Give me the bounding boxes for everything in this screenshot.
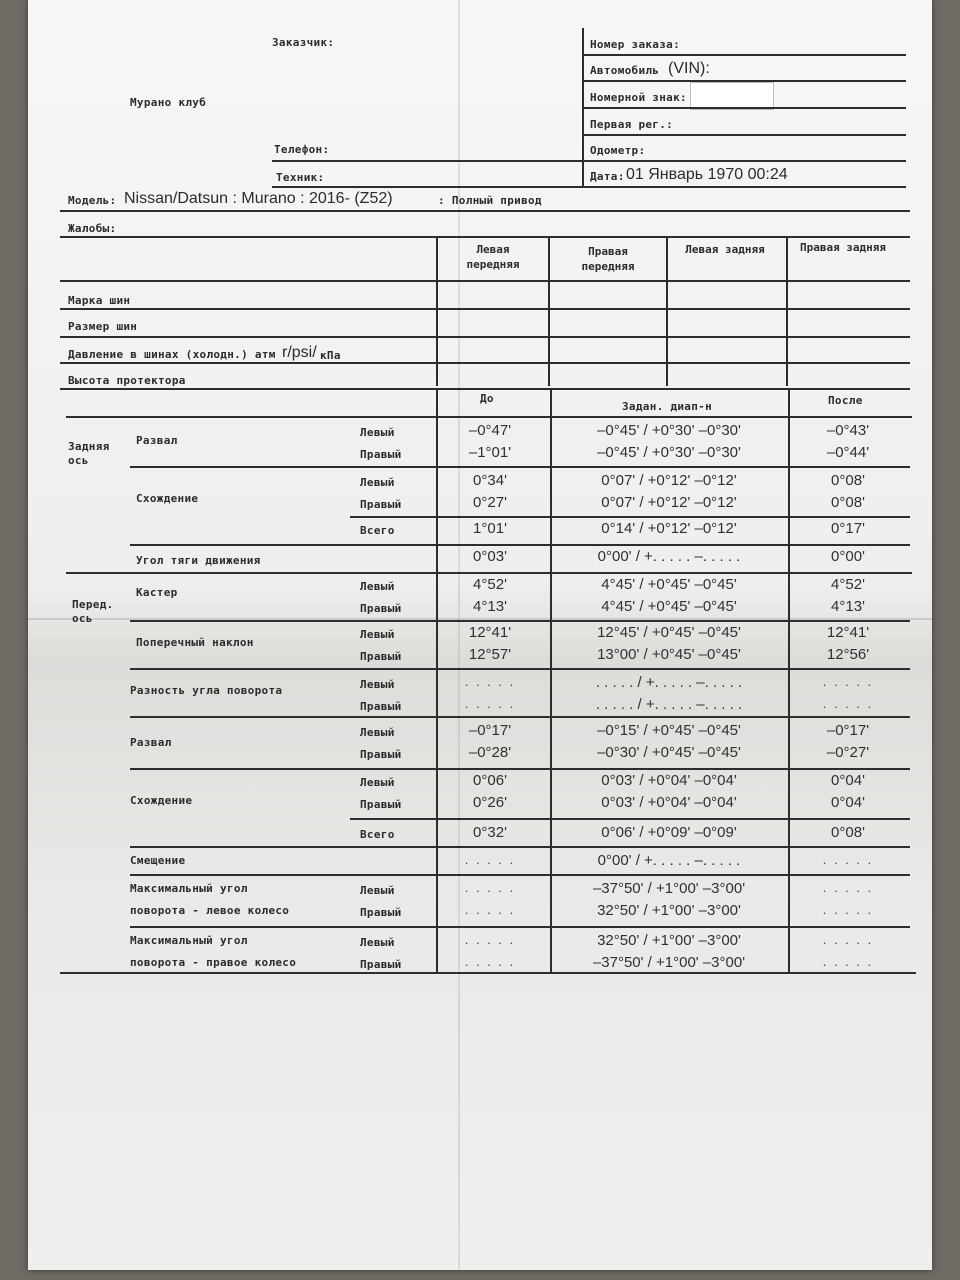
group-line-6 bbox=[130, 668, 910, 670]
order-label: Номер заказа: bbox=[590, 38, 680, 51]
group-line-7 bbox=[130, 716, 910, 718]
tire-row-size: Размер шин bbox=[68, 320, 138, 333]
group-line-12 bbox=[130, 926, 910, 928]
align-col-before: До bbox=[480, 392, 494, 405]
measurement-after: –0°43' bbox=[826, 422, 870, 439]
group-line-4 bbox=[66, 572, 912, 574]
measurement-before: 0°32' bbox=[473, 824, 507, 841]
measurement-after: 0°04' bbox=[831, 772, 865, 789]
measurement-side: Правый bbox=[360, 650, 402, 663]
measurement-after: . . . . . bbox=[822, 696, 874, 711]
align-divider-range bbox=[550, 388, 552, 974]
measurement-range: –37°50' / +1°00' –3°00' bbox=[592, 954, 746, 971]
measurement-before: 0°34' bbox=[473, 472, 507, 489]
measurement-range: 0°00' / +. . . . . –. . . . . bbox=[597, 852, 741, 869]
measurement-name: Смещение bbox=[130, 854, 186, 867]
measurement-name: поворота - правое колесо bbox=[130, 956, 297, 969]
tire-row-pressure: Давление в шинах (холодн.) атм bbox=[68, 348, 276, 361]
measurement-after: –0°44' bbox=[826, 444, 870, 461]
measurement-side: Правый bbox=[360, 748, 402, 761]
measurement-range: 0°07' / +0°12' –0°12' bbox=[601, 494, 737, 511]
measurement-after: 12°56' bbox=[826, 646, 870, 663]
measurement-before: 4°52' bbox=[473, 576, 507, 593]
measurement-range: 0°03' / +0°04' –0°04' bbox=[601, 794, 737, 811]
technician-line bbox=[272, 186, 582, 188]
measurement-side: Левый bbox=[360, 580, 395, 593]
group-line-2 bbox=[350, 516, 910, 518]
measurement-side: Всего bbox=[360, 828, 395, 841]
measurement-after: 4°13' bbox=[831, 598, 865, 615]
first-reg-line bbox=[584, 134, 906, 136]
tire-row-brand: Марка шин bbox=[68, 294, 131, 307]
measurement-after: 0°17' bbox=[831, 520, 865, 537]
model-value: Nissan/Datsun : Murano : 2016- (Z52) bbox=[124, 190, 393, 207]
order-line bbox=[584, 54, 906, 56]
measurement-range: 32°50' / +1°00' –3°00' bbox=[597, 902, 741, 919]
measurement-before: 1°01' bbox=[473, 520, 507, 537]
measurement-range: 32°50' / +1°00' –3°00' bbox=[597, 932, 741, 949]
complaints-label: Жалобы: bbox=[68, 222, 117, 235]
tire-pressure-kpa: кПа bbox=[320, 349, 341, 362]
measurement-side: Правый bbox=[360, 958, 402, 971]
measurement-range: . . . . . / +. . . . . –. . . . . bbox=[595, 674, 743, 691]
model-label: Модель: bbox=[68, 194, 117, 207]
plate-label: Номерной знак: bbox=[590, 91, 687, 104]
measurement-before: 0°27' bbox=[473, 494, 507, 511]
measurement-name: Разность угла поворота bbox=[130, 684, 283, 697]
vin-label: (VIN): bbox=[668, 60, 710, 77]
measurement-name: Кастер bbox=[136, 586, 178, 599]
align-divider-after bbox=[788, 388, 790, 974]
date-value: 01 Январь 1970 00:24 bbox=[626, 166, 788, 183]
measurement-side: Левый bbox=[360, 726, 395, 739]
drive-value: : Полный привод bbox=[438, 194, 542, 207]
measurement-before: 12°41' bbox=[468, 624, 512, 641]
tire-col-left-front: Левая передняя bbox=[466, 243, 520, 271]
measurement-after: . . . . . bbox=[822, 852, 874, 867]
measurement-range: –37°50' / +1°00' –3°00' bbox=[592, 880, 746, 897]
measurement-before: –0°17' bbox=[468, 722, 512, 739]
group-line-3 bbox=[130, 544, 910, 546]
technician-label: Техник: bbox=[276, 171, 325, 184]
measurement-before: –1°01' bbox=[468, 444, 512, 461]
tire-col-right-rear: Правая задняя bbox=[799, 241, 887, 254]
measurement-range: 4°45' / +0°45' –0°45' bbox=[601, 576, 737, 593]
measurement-before: –0°47' bbox=[468, 422, 512, 439]
model-line bbox=[60, 210, 910, 212]
measurement-name: поворота - левое колесо bbox=[130, 904, 290, 917]
measurement-side: Правый bbox=[360, 498, 402, 511]
align-col-range: Задан. диап-н bbox=[622, 400, 712, 413]
tire-row-line-3 bbox=[60, 362, 910, 364]
group-line-9 bbox=[350, 818, 910, 820]
customer-value: Мурано клуб bbox=[130, 96, 207, 109]
measurement-side: Левый bbox=[360, 776, 395, 789]
group-line-5 bbox=[130, 620, 910, 622]
measurement-after: 0°00' bbox=[831, 548, 865, 565]
measurement-after: 0°08' bbox=[831, 494, 865, 511]
measurement-side: Правый bbox=[360, 798, 402, 811]
measurement-after: 0°08' bbox=[831, 824, 865, 841]
tire-pressure-units: r/psi/ bbox=[282, 344, 317, 361]
align-divider-before bbox=[436, 388, 438, 974]
customer-label: Заказчик: bbox=[272, 36, 335, 49]
measurement-after: . . . . . bbox=[822, 674, 874, 689]
car-label: Автомобиль bbox=[590, 64, 660, 77]
measurement-name: Схождение bbox=[136, 492, 199, 505]
tire-row-line-1 bbox=[60, 308, 910, 310]
measurement-before: . . . . . bbox=[464, 674, 516, 689]
group-line-8 bbox=[130, 768, 910, 770]
measurement-before: 0°06' bbox=[473, 772, 507, 789]
measurement-range: 13°00' / +0°45' –0°45' bbox=[597, 646, 741, 663]
measurement-after: . . . . . bbox=[822, 880, 874, 895]
measurement-side: Правый bbox=[360, 700, 402, 713]
measurement-after: . . . . . bbox=[822, 954, 874, 969]
measurement-before: . . . . . bbox=[464, 954, 516, 969]
measurement-range: 0°06' / +0°09' –0°09' bbox=[601, 824, 737, 841]
measurement-side: Левый bbox=[360, 476, 395, 489]
measurement-name: Развал bbox=[130, 736, 172, 749]
measurement-range: 0°14' / +0°12' –0°12' bbox=[601, 520, 737, 537]
tire-col-right-front: Правая передняя bbox=[581, 245, 635, 273]
measurement-name: Максимальный угол bbox=[130, 934, 248, 947]
measurement-before: . . . . . bbox=[464, 852, 516, 867]
measurement-range: 4°45' / +0°45' –0°45' bbox=[601, 598, 737, 615]
measurement-before: . . . . . bbox=[464, 880, 516, 895]
rear-axle-label: Задняя ось bbox=[68, 440, 110, 467]
measurement-after: . . . . . bbox=[822, 932, 874, 947]
measurement-side: Правый bbox=[360, 602, 402, 615]
tire-row-tread: Высота протектора bbox=[68, 374, 186, 387]
group-line-11 bbox=[130, 874, 910, 876]
measurement-range: . . . . . / +. . . . . –. . . . . bbox=[595, 696, 743, 713]
measurement-range: 0°07' / +0°12' –0°12' bbox=[601, 472, 737, 489]
measurement-name: Максимальный угол bbox=[130, 882, 248, 895]
measurement-side: Левый bbox=[360, 678, 395, 691]
measurement-side: Левый bbox=[360, 884, 395, 897]
measurement-before: –0°28' bbox=[468, 744, 512, 761]
measurement-range: –0°30' / +0°45' –0°45' bbox=[597, 744, 741, 761]
measurement-name: Угол тяги движения bbox=[136, 554, 261, 567]
measurement-after: . . . . . bbox=[822, 902, 874, 917]
measurement-before: 0°26' bbox=[473, 794, 507, 811]
measurement-name: Развал bbox=[136, 434, 178, 447]
plate-line bbox=[584, 107, 906, 109]
front-axle-label: Перед. ось bbox=[72, 598, 114, 625]
complaints-line bbox=[60, 236, 910, 238]
measurement-name: Поперечный наклон bbox=[136, 636, 254, 649]
measurement-side: Левый bbox=[360, 426, 395, 439]
measurement-range: 0°03' / +0°04' –0°04' bbox=[601, 772, 737, 789]
measurement-after: 0°08' bbox=[831, 472, 865, 489]
group-line-10 bbox=[130, 846, 910, 848]
phone-line bbox=[272, 160, 582, 162]
odometer-label: Одометр: bbox=[590, 144, 646, 157]
tire-row-line-2 bbox=[60, 336, 910, 338]
first-reg-label: Первая рег.: bbox=[590, 118, 674, 131]
date-label: Дата: bbox=[590, 170, 625, 183]
measurement-after: –0°17' bbox=[826, 722, 870, 739]
table-bottom-line bbox=[60, 972, 916, 974]
measurement-before: 0°03' bbox=[473, 548, 507, 565]
measurement-after: –0°27' bbox=[826, 744, 870, 761]
measurement-before: . . . . . bbox=[464, 902, 516, 917]
tire-col-left-rear: Левая задняя bbox=[685, 243, 765, 256]
measurement-side: Левый bbox=[360, 628, 395, 641]
group-line-1 bbox=[130, 466, 910, 468]
measurement-range: –0°45' / +0°30' –0°30' bbox=[597, 422, 741, 439]
measurement-before: . . . . . bbox=[464, 932, 516, 947]
measurement-before: . . . . . bbox=[464, 696, 516, 711]
measurement-after: 0°04' bbox=[831, 794, 865, 811]
measurement-after: 12°41' bbox=[826, 624, 870, 641]
measurement-range: 12°45' / +0°45' –0°45' bbox=[597, 624, 741, 641]
measurement-before: 12°57' bbox=[468, 646, 512, 663]
align-col-after: После bbox=[828, 394, 863, 407]
measurement-side: Правый bbox=[360, 448, 402, 461]
plate-redaction bbox=[690, 82, 774, 110]
align-header-line bbox=[66, 416, 912, 418]
phone-label: Телефон: bbox=[274, 143, 330, 156]
measurement-name: Схождение bbox=[130, 794, 193, 807]
measurement-range: –0°45' / +0°30' –0°30' bbox=[597, 444, 741, 461]
odometer-line bbox=[584, 160, 906, 162]
measurement-range: –0°15' / +0°45' –0°45' bbox=[597, 722, 741, 739]
measurement-side: Левый bbox=[360, 936, 395, 949]
tire-row-line-4 bbox=[60, 388, 910, 390]
measurement-before: 4°13' bbox=[473, 598, 507, 615]
tire-header-line bbox=[60, 280, 910, 282]
measurement-after: 4°52' bbox=[831, 576, 865, 593]
measurement-range: 0°00' / +. . . . . –. . . . . bbox=[597, 548, 741, 565]
date-line bbox=[584, 186, 906, 188]
measurement-side: Всего bbox=[360, 524, 395, 537]
measurement-side: Правый bbox=[360, 906, 402, 919]
